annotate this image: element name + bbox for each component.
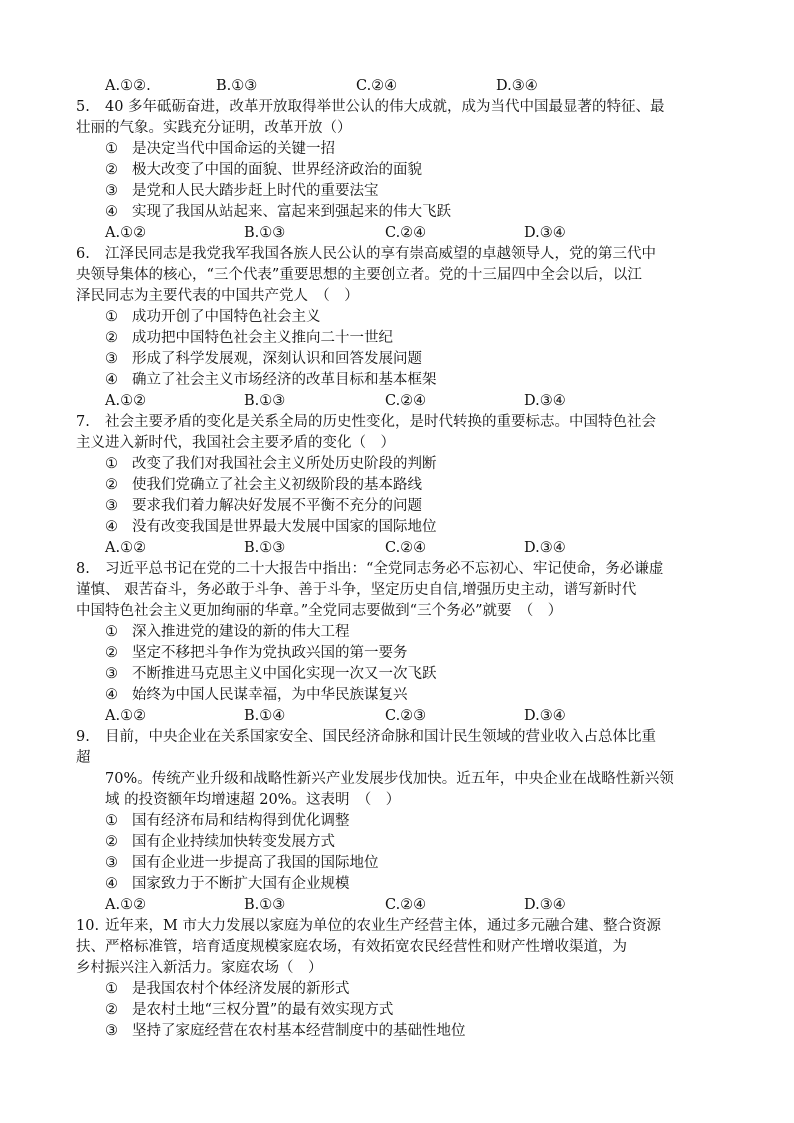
statement-mark: ② [105, 162, 118, 178]
question-8-stem-line-2 [0, 580, 794, 601]
question-stem-text: 域 的投资额年均增速超 20%。这表明 （ ） [105, 792, 401, 808]
question-stem-text: 近年来，M 市大力发展以家庭为单位的农业生产经营主体，通过多元融合建、整合资源 [105, 918, 661, 934]
question-6-statement-3 [0, 349, 794, 370]
question-number: 5. [76, 99, 90, 115]
question-stem-text: 乡村振兴注入新活力。家庭农场（ ） [76, 960, 323, 976]
question-number: 8. [76, 561, 90, 577]
statement-mark: ① [105, 813, 118, 829]
statement-mark: ④ [105, 876, 118, 892]
option-c: C.②④ [385, 393, 427, 409]
question-number: 9. [76, 729, 90, 745]
option-a: A.①② [105, 393, 147, 409]
question-stem-text: 谨慎、 艰苦奋斗，务必敢于斗争、善于斗争，坚定历史自信,增强历史主动，谱写新时代 [76, 582, 637, 598]
statement-text: 是我国农村个体经济发展的新形式 [132, 981, 350, 997]
question-9-statement-2 [0, 832, 794, 853]
option-b: B.①④ [244, 708, 286, 724]
statement-mark: ② [105, 834, 118, 850]
question-6-statement-4 [0, 370, 794, 391]
question-9-statement-1 [0, 811, 794, 832]
statement-text: 实现了我国从站起来、富起来到强起来的伟大飞跃 [132, 204, 451, 220]
question-6-stem-line-2 [0, 265, 794, 286]
question-8-stem-line-1 [0, 559, 794, 580]
option-d: D.③④ [524, 540, 566, 556]
statement-mark: ③ [105, 855, 118, 871]
question-number: 6. [76, 246, 90, 262]
question-7-statement-2 [0, 475, 794, 496]
question-5-options [0, 223, 794, 244]
statement-mark: ③ [105, 351, 118, 367]
option-b: B.①③ [244, 393, 286, 409]
statement-mark: ④ [105, 372, 118, 388]
question-7-statement-4 [0, 517, 794, 538]
statement-mark: ① [105, 456, 118, 472]
option-c: C.②④ [385, 897, 427, 913]
question-7-options [0, 538, 794, 559]
statement-mark: ② [105, 645, 118, 661]
question-5-stem-line-1 [0, 97, 794, 118]
statement-mark: ② [105, 1002, 118, 1018]
statement-text: 成功把中国特色社会主义推向二十一世纪 [132, 330, 393, 346]
question-stem-text: 主义进入新时代，我国社会主要矛盾的变化（ ） [76, 435, 395, 451]
question-9-stem-line-4 [0, 790, 794, 811]
statement-text: 坚持了家庭经营在农村基本经营制度中的基础性地位 [132, 1023, 466, 1039]
option-d: D.③④ [524, 897, 566, 913]
question-number: 10. [76, 918, 100, 934]
question-5-statement-1 [0, 139, 794, 160]
statement-mark: ① [105, 981, 118, 997]
question-9-statement-4 [0, 874, 794, 895]
question-stem-text: 社会主要矛盾的变化是关系全局的历史性变化，是时代转换的重要标志。中国特色社会 [105, 414, 656, 430]
question-10-stem-line-3 [0, 958, 794, 979]
question-10-statement-1 [0, 979, 794, 1000]
statement-text: 国家致力于不断扩大国有企业规模 [132, 876, 350, 892]
question-7-statement-1 [0, 454, 794, 475]
statement-mark: ③ [105, 498, 118, 514]
statement-mark: ② [105, 477, 118, 493]
question-9-stem-line-2 [0, 748, 794, 769]
statement-text: 是党和人民大踏步赶上时代的重要法宝 [132, 183, 379, 199]
statement-mark: ① [105, 309, 118, 325]
statement-text: 没有改变我国是世界最大发展中国家的国际地位 [132, 519, 437, 535]
statement-text: 坚定不移把斗争作为党执政兴国的第一要务 [132, 645, 408, 661]
question-stem-text: 扶、严格标准管，培育适度规模家庭农场，有效拓宽农民经营性和财产性增收渠道，为 [76, 939, 627, 955]
question-6-stem-line-3 [0, 286, 794, 307]
statement-text: 始终为中国人民谋幸福，为中华民族谋复兴 [132, 687, 408, 703]
option-c: C.②③ [385, 708, 427, 724]
option-d: D.③④ [524, 225, 566, 241]
question-5-statement-3 [0, 181, 794, 202]
statement-mark: ③ [105, 183, 118, 199]
question-10-stem-line-2 [0, 937, 794, 958]
option-d: D.③④ [496, 78, 538, 94]
question-8-statement-4 [0, 685, 794, 706]
option-c: C.②④ [385, 540, 427, 556]
question-8-statement-2 [0, 643, 794, 664]
option-d: D.③④ [524, 393, 566, 409]
statement-text: 是农村土地“三权分置”的最有效实现方式 [132, 1002, 394, 1018]
statement-text: 改变了我们对我国社会主义所处历史阶段的判断 [132, 456, 437, 472]
statement-text: 极大改变了中国的面貌、世界经济政治的面貌 [132, 162, 422, 178]
question-8-stem-line-3 [0, 601, 794, 622]
statement-mark: ④ [105, 687, 118, 703]
question-stem-text: 超 [76, 750, 91, 766]
question-7-stem-line-1 [0, 412, 794, 433]
option-a: A.①② [105, 540, 147, 556]
question-stem-text: 70%。传统产业升级和战略性新兴产业发展步伐加快。近五年，中央企业在战略性新兴领 [105, 771, 674, 787]
statement-text: 国有经济布局和结构得到优化调整 [132, 813, 350, 829]
question-5-statement-2 [0, 160, 794, 181]
statement-mark: ① [105, 624, 118, 640]
statement-text: 不断推进马克思主义中国化实现一次又一次飞跃 [132, 666, 437, 682]
question-5-stem-line-2 [0, 118, 794, 139]
statement-text: 深入推进党的建设的新的伟大工程 [132, 624, 350, 640]
statement-text: 国有企业持续加快转变发展方式 [132, 834, 335, 850]
question-6-stem-line-1 [0, 244, 794, 265]
question-stem-text: 中国特色社会主义更加绚丽的华章。”全党同志要做到“三个务必”就要 （ ） [76, 603, 563, 619]
question-10-stem-line-1 [0, 916, 794, 937]
statement-mark: ① [105, 141, 118, 157]
question-6-statement-1 [0, 307, 794, 328]
option-c: C.②④ [356, 78, 398, 94]
option-b: B.①③ [216, 78, 258, 94]
option-a: A.①② [105, 708, 147, 724]
top-options-row [0, 76, 794, 97]
statement-text: 使我们党确立了社会主义初级阶段的基本路线 [132, 477, 422, 493]
question-stem-text: 习近平总书记在党的二十大报告中指出：“全党同志务必不忘初心、牢记使命，务必谦虚 [105, 561, 664, 577]
question-stem-text: 泽民同志为主要代表的中国共产党人 （ ） [76, 288, 359, 304]
question-7-stem-line-2 [0, 433, 794, 454]
statement-mark: ③ [105, 666, 118, 682]
statement-text: 要求我们着力解决好发展不平衡不充分的问题 [132, 498, 422, 514]
option-b: B.①③ [244, 897, 286, 913]
question-6-options [0, 391, 794, 412]
question-stem-text: 目前，中央企业在关系国家安全、国民经济命脉和国计民生领域的营业收入占总体比重 [105, 729, 656, 745]
question-10-statement-3 [0, 1021, 794, 1042]
option-a: A.①②. [105, 78, 151, 94]
statement-mark: ④ [105, 204, 118, 220]
question-6-statement-2 [0, 328, 794, 349]
option-a: A.①② [105, 225, 147, 241]
question-8-statement-3 [0, 664, 794, 685]
question-5-statement-4 [0, 202, 794, 223]
question-9-statement-3 [0, 853, 794, 874]
question-9-stem-line-1 [0, 727, 794, 748]
option-b: B.①③ [244, 225, 286, 241]
statement-text: 国有企业进一步提高了我国的国际地位 [132, 855, 379, 871]
statement-text: 成功开创了中国特色社会主义 [132, 309, 321, 325]
question-stem-text: 江泽民同志是我党我军我国各族人民公认的享有崇高威望的卓越领导人，党的第三代中 [105, 246, 656, 262]
question-8-options [0, 706, 794, 727]
question-7-statement-3 [0, 496, 794, 517]
option-b: B.①③ [244, 540, 286, 556]
question-10-statement-2 [0, 1000, 794, 1021]
question-9-stem-line-3 [0, 769, 794, 790]
question-stem-text: 壮丽的气象。实践充分证明，改革开放（） [76, 120, 352, 136]
question-stem-text: 40 多年砥砺奋进，改革开放取得举世公认的伟大成就，成为当代中国最显著的特征、最 [105, 99, 665, 115]
question-8-statement-1 [0, 622, 794, 643]
option-a: A.①② [105, 897, 147, 913]
statement-mark: ③ [105, 1023, 118, 1039]
question-9-options [0, 895, 794, 916]
question-number: 7. [76, 414, 90, 430]
option-c: C.②④ [385, 225, 427, 241]
statement-mark: ④ [105, 519, 118, 535]
statement-mark: ② [105, 330, 118, 346]
statement-text: 是决定当代中国命运的关键一招 [132, 141, 335, 157]
statement-text: 确立了社会主义市场经济的改革目标和基本框架 [132, 372, 437, 388]
question-stem-text: 央领导集体的核心，“三个代表”重要思想的主要创立者。党的十三届四中全会以后，以江 [76, 267, 642, 283]
option-d: D.③④ [524, 708, 566, 724]
statement-text: 形成了科学发展观，深刻认识和回答发展问题 [132, 351, 422, 367]
